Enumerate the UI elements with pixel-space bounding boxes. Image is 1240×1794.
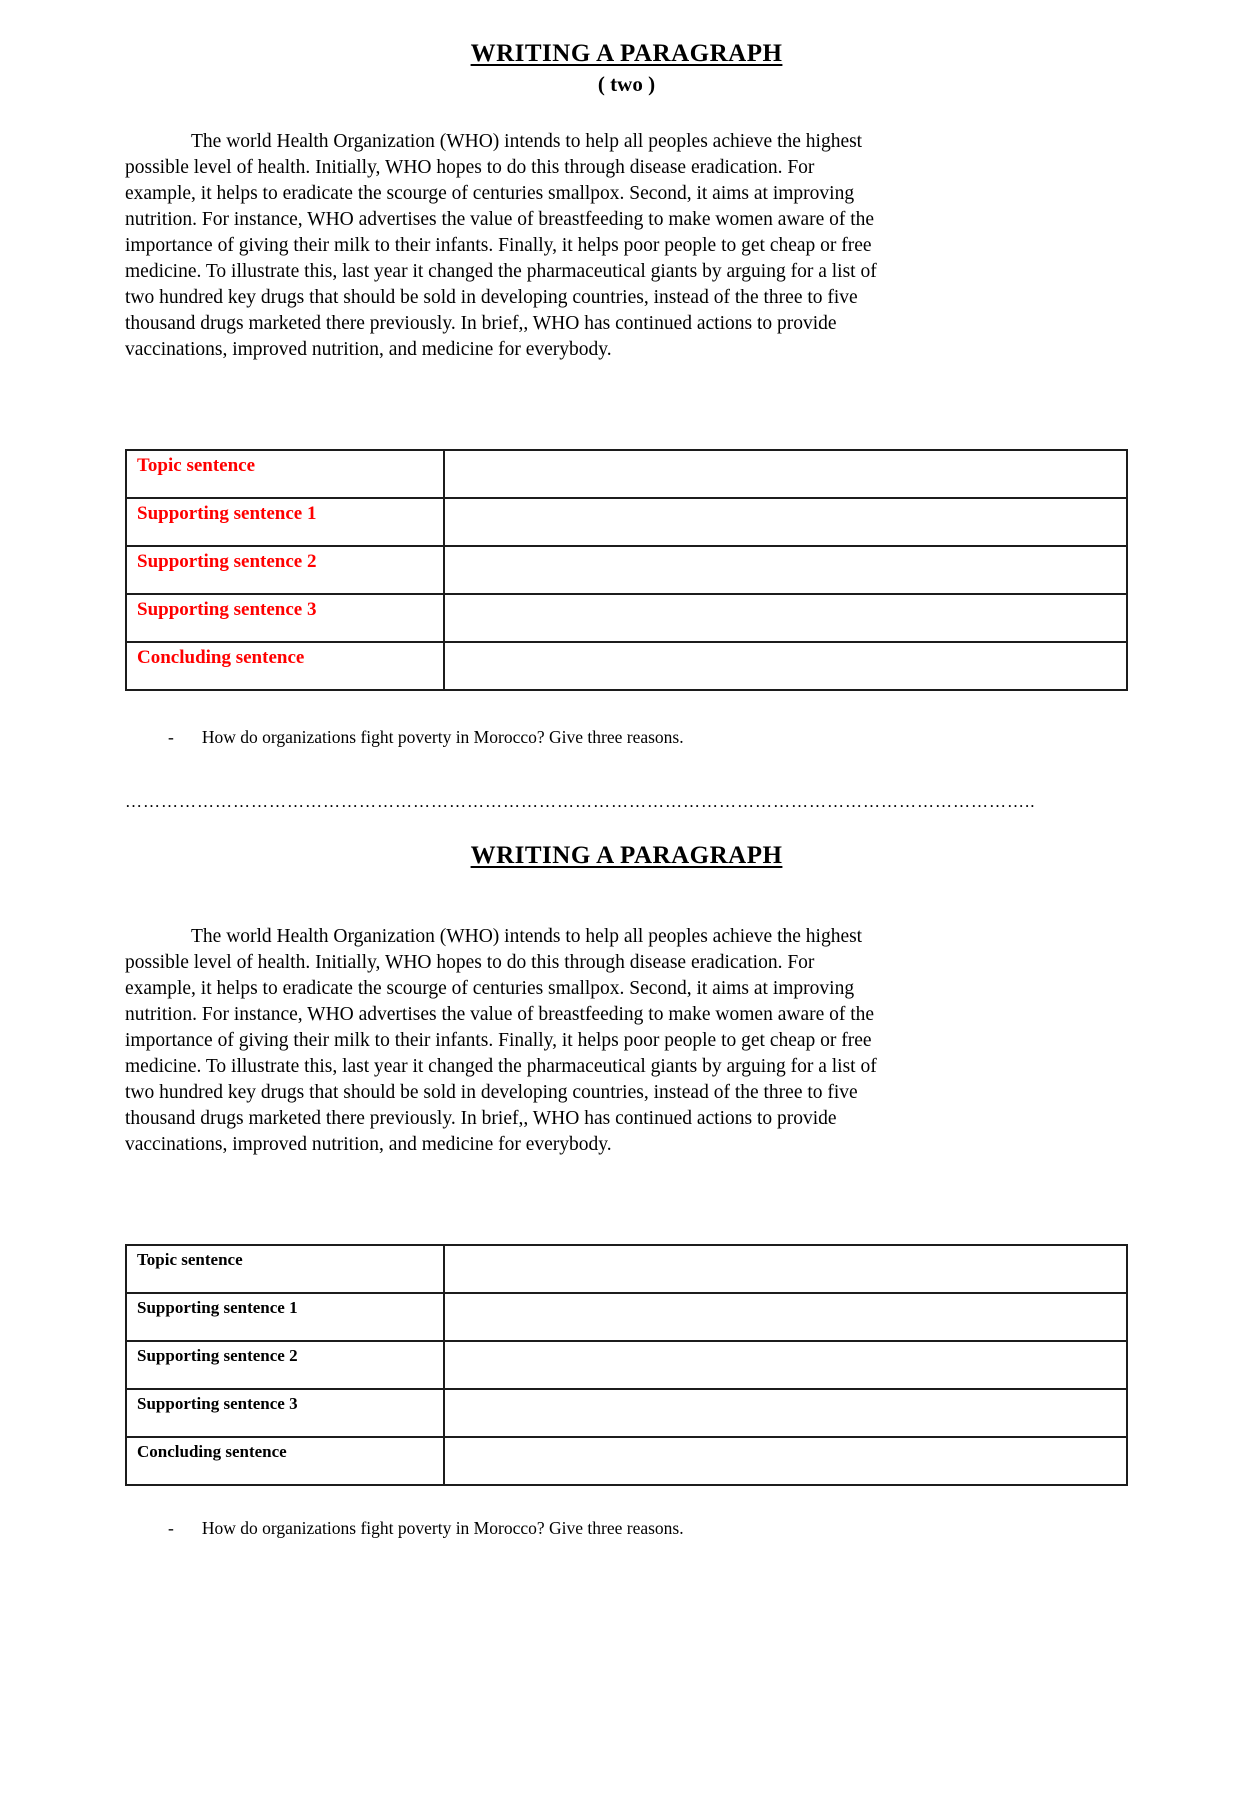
outline-table [125,449,1128,691]
answer-cell-supporting-sentence-2[interactable] [444,546,1127,594]
paragraph-line: nutrition. For instance, WHO advertises the value of breastfeeding to make women aware of the [125,1004,875,1025]
paragraph-line: medicine. To illustrate this, last year it changed the pharmaceutical giants by arguing for a list of [125,261,877,282]
section-writing-paragraph-1 [125,40,1128,748]
answer-cell-supporting-sentence-2[interactable] [444,1341,1127,1389]
question-item [168,1518,1128,1539]
question-text: How do organizations fight poverty in Morocco? Give three reasons. [201,727,684,747]
table-row [126,450,1127,498]
question-item [168,727,1128,748]
table-row [126,1293,1127,1341]
who-paragraph [125,129,1128,363]
paragraph-line: The world Health Organization (WHO) intends to help all peoples achieve the highest [191,131,863,152]
row-label-supporting-sentence-1: Supporting sentence 1 [126,498,444,546]
table-row [126,1437,1127,1485]
paragraph-line: thousand drugs marketed there previously. In brief,, WHO has continued actions to provide [125,313,837,334]
paragraph-line: vaccinations, improved nutrition, and medicine for everybody. [125,1134,612,1155]
table-row [126,1341,1127,1389]
table-row [126,1245,1127,1293]
document-page [125,40,1128,1539]
table-row [126,594,1127,642]
answer-cell-concluding-sentence[interactable] [444,1437,1127,1485]
row-label-supporting-sentence-2: Supporting sentence 2 [126,1341,444,1389]
paragraph-line: vaccinations, improved nutrition, and medicine for everybody. [125,339,612,360]
row-label-topic-sentence: Topic sentence [126,1245,444,1293]
row-label-concluding-sentence: Concluding sentence [126,642,444,690]
who-paragraph [125,924,1128,1158]
paragraph-line: two hundred key drugs that should be sold in developing countries, instead of the three to five [125,1082,858,1103]
paragraph-line: possible level of health. Initially, WHO hopes to do this through disease eradication. For [125,157,815,178]
dotted-separator: …………………………………………………………………………………………………………………………………….. [125,792,1036,811]
page-title: WRITING A PARAGRAPH [470,842,783,869]
paragraph-line: importance of giving their milk to their infants. Finally, it helps poor people to get cheap or free [125,1030,872,1051]
paragraph-line: example, it helps to eradicate the scourge of centuries smallpox. Second, it aims at improving [125,183,855,204]
table-row [126,642,1127,690]
outline-table [125,1244,1128,1486]
table-row [126,546,1127,594]
page-subtitle: ( two ) [597,72,656,96]
answer-cell-supporting-sentence-3[interactable] [444,1389,1127,1437]
table-row [126,498,1127,546]
row-label-supporting-sentence-3: Supporting sentence 3 [126,1389,444,1437]
row-label-supporting-sentence-1: Supporting sentence 1 [126,1293,444,1341]
paragraph-line: thousand drugs marketed there previously. In brief,, WHO has continued actions to provide [125,1108,837,1129]
paragraph-line: nutrition. For instance, WHO advertises the value of breastfeeding to make women aware of the [125,209,875,230]
paragraph-line: The world Health Organization (WHO) intends to help all peoples achieve the highest [191,926,863,947]
answer-cell-supporting-sentence-1[interactable] [444,1293,1127,1341]
dash-bullet: - [168,1518,174,1538]
row-label-topic-sentence: Topic sentence [126,450,444,498]
section-writing-paragraph-2 [125,842,1128,1539]
paragraph-line: example, it helps to eradicate the scourge of centuries smallpox. Second, it aims at improving [125,978,855,999]
answer-cell-topic-sentence[interactable] [444,1245,1127,1293]
answer-cell-supporting-sentence-1[interactable] [444,498,1127,546]
page-title: WRITING A PARAGRAPH [470,40,783,67]
row-label-concluding-sentence: Concluding sentence [126,1437,444,1485]
question-text: How do organizations fight poverty in Morocco? Give three reasons. [201,1518,684,1538]
paragraph-line: two hundred key drugs that should be sold in developing countries, instead of the three to five [125,287,858,308]
paragraph-line: importance of giving their milk to their infants. Finally, it helps poor people to get cheap or free [125,235,872,256]
answer-cell-concluding-sentence[interactable] [444,642,1127,690]
dash-bullet: - [168,727,174,747]
paragraph-line: medicine. To illustrate this, last year it changed the pharmaceutical giants by arguing for a list of [125,1056,877,1077]
row-label-supporting-sentence-2: Supporting sentence 2 [126,546,444,594]
table-row [126,1389,1127,1437]
row-label-supporting-sentence-3: Supporting sentence 3 [126,594,444,642]
answer-cell-supporting-sentence-3[interactable] [444,594,1127,642]
answer-cell-topic-sentence[interactable] [444,450,1127,498]
paragraph-line: possible level of health. Initially, WHO hopes to do this through disease eradication. For [125,952,815,973]
